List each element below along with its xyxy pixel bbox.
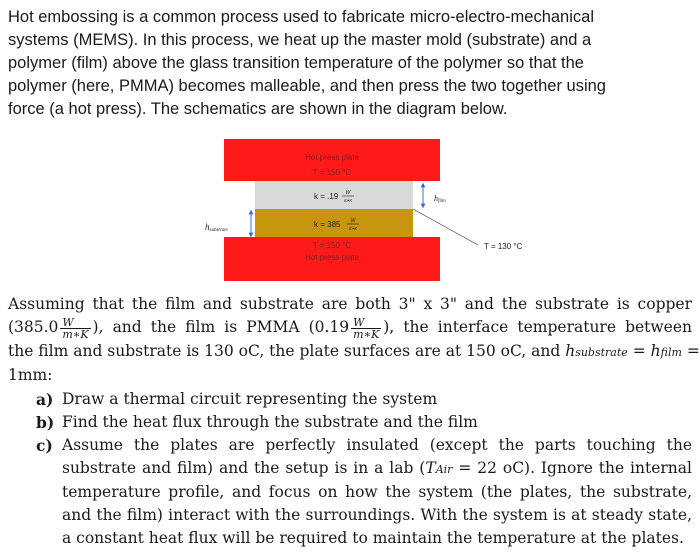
question-label: c): [36, 436, 53, 455]
list-item: [36, 434, 692, 550]
intro-paragraph: [8, 6, 692, 121]
h-substrate-label: [205, 222, 229, 233]
problem-line: the film and substrate is 130 oC, the plate surfaces are at 150 oC, and hsubstrate = hfilm =: [8, 341, 700, 360]
question-text: Draw a thermal circuit representing the system: [62, 390, 438, 408]
substrate-k-label: k = 385: [314, 220, 341, 229]
h-film-label: [434, 194, 446, 204]
intro-line: polymer (film) above the glass transition temperature of the polymer so that the: [8, 54, 584, 72]
bottom-plate-label: Hot press plate: [305, 253, 359, 262]
film-k-den: m•K: [343, 198, 353, 203]
question-label: b): [36, 413, 55, 432]
intro-line: Hot embossing is a common process used to fabricate micro-electro-mechanical: [8, 8, 594, 26]
problem-line: 1mm:: [8, 365, 53, 384]
substrate-k-den: m•K: [348, 226, 358, 231]
film-k-num: W: [345, 190, 351, 196]
substrate-k-num: W: [350, 218, 356, 224]
h-film-sub: film: [438, 199, 446, 204]
list-item: [36, 388, 692, 411]
top-plate-label: Hot press plate: [305, 153, 359, 162]
problem-line: Assuming that the film and substrate are both 3" x 3" and the substrate is copper: [8, 295, 692, 313]
bottom-plate-temp: T = 150 °C: [312, 241, 352, 250]
h-substrate-h: h: [205, 222, 210, 232]
question-text: Find the heat flux through the substrate and the film: [62, 413, 478, 431]
film-k-label: k = .19: [314, 192, 339, 201]
question-list: [36, 388, 692, 550]
problem-statement: [8, 293, 700, 387]
interface-temp-label: T = 130 °C: [484, 242, 523, 251]
problem-line: (385.0 $\frac{W}{m∗K}$ ), and the film is PMMA (0.19 $\frac{W}{m∗K}$ ), the interface temperature between: [8, 315, 692, 341]
intro-line: polymer (here, PMMA) becomes malleable, and then press the two together using: [8, 77, 606, 95]
h-film-h: h: [434, 194, 438, 203]
copper-k-fraction: $\frac{W}{m∗K}$: [62, 315, 89, 341]
top-plate-temp: T = 150 °C: [312, 168, 352, 177]
pmma-k-fraction: $\frac{W}{m∗K}$: [353, 315, 380, 341]
intro-line: systems (MEMS). In this process, we heat up the master mold (substrate) and a: [8, 31, 592, 49]
h-substrate-sub: substrate: [209, 228, 228, 233]
question-label: a): [36, 390, 54, 409]
intro-line: force (a hot press). The schematics are shown in the diagram below.: [8, 100, 508, 118]
list-item: [36, 411, 692, 434]
question-text: Assume the plates are perfectly insulated (except the parts touching the substrate and film) and the setup is in a lab (TAir = 22 oC). Ignore the internal temperature profile, and focus on how the system (the plates, the substrate, and the film) interact with the surroundings. With the system is at steady state, a constant heat flux will be required to maintain the temperature at the plates.: [62, 436, 692, 547]
